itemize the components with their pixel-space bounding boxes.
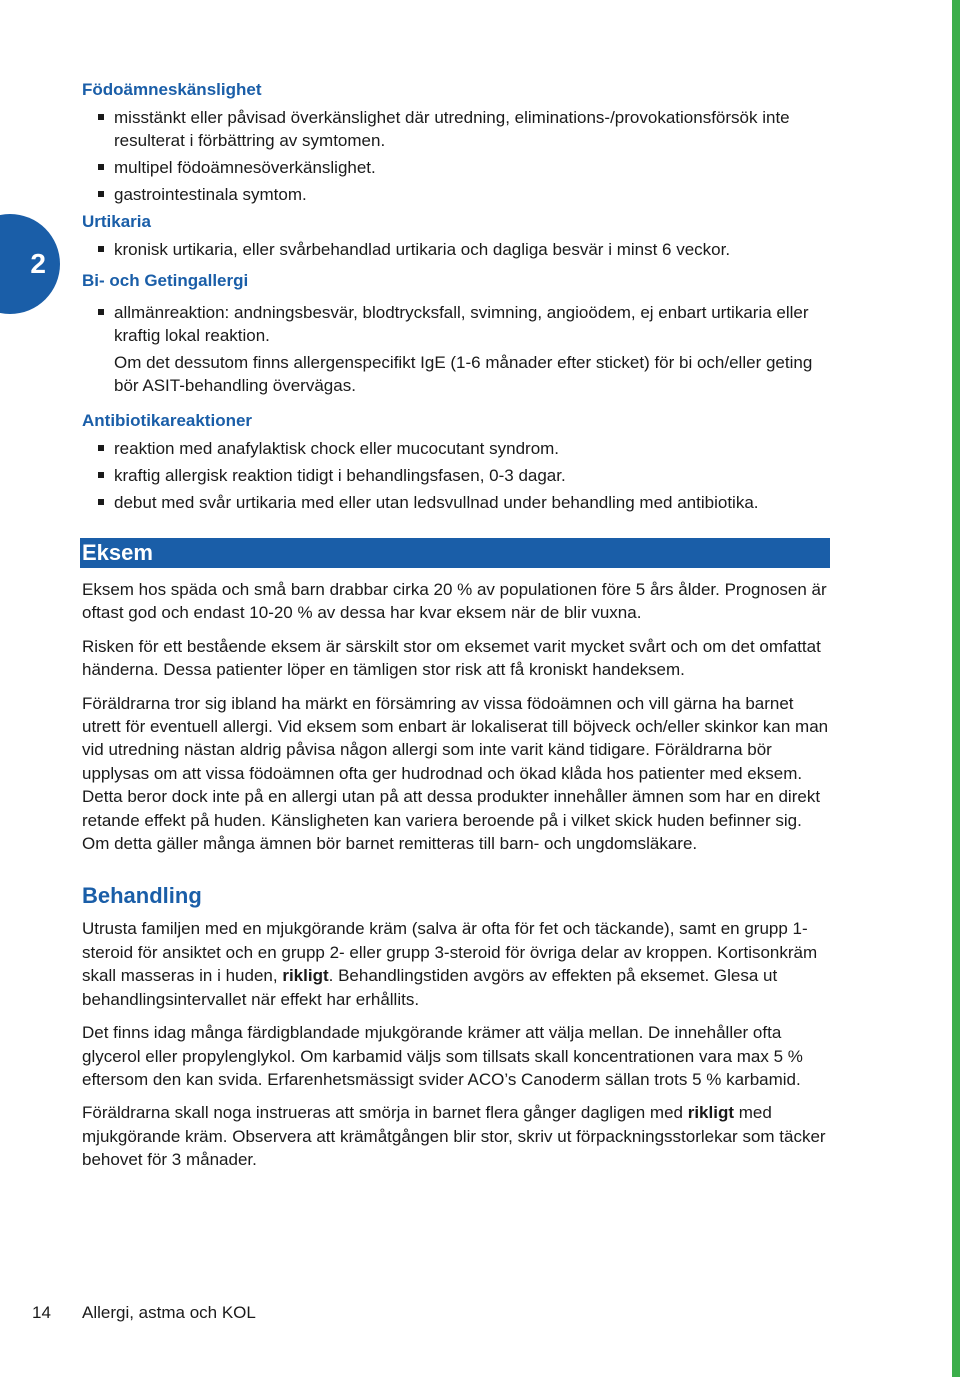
list-antibiotika bbox=[82, 437, 830, 514]
eksem-banner: Eksem bbox=[80, 538, 830, 568]
page-content bbox=[82, 78, 830, 1182]
eksem-paragraph: Risken för ett bestående eksem är särskilt stor om eksemet varit mycket svårt och om det omfattat händerna. Dessa patienter löper en tämligen stor risk att få kroniskt handeksem. bbox=[82, 636, 821, 680]
emphasis: rikligt bbox=[687, 1103, 735, 1123]
list-item: debut med svår urtikaria med eller utan ledsvullnad under behandling med antibiotika. bbox=[82, 491, 830, 514]
list-item: kraftig allergisk reaktion tidigt i behandlingsfasen, 0-3 dagar. bbox=[82, 464, 830, 487]
heading-antibiotika: Antibiotikareaktioner bbox=[82, 411, 253, 430]
list-item: misstänkt eller påvisad överkänslighet där utredning, eliminations-/provokationsförsök inte resulterat i förbättring av symtomen. bbox=[82, 106, 830, 152]
text-run: Utrusta familjen med en mjukgörande kräm (salva är ofta för fet och täckande), samt en grupp 1-steroid för ansiktet och en grupp 2- eller grupp 3-steroid för övriga delar av kroppen. Kortisonkräm skall masseras in i huden, bbox=[82, 919, 818, 986]
text-run: med mjukgörande kräm. Observera att krämåtgången blir stor, skriv ut förpackningsstorlekar som täcker behovet för 3 månader. bbox=[82, 1103, 826, 1170]
emphasis: rikligt bbox=[282, 966, 329, 986]
behandling-paragraph-3 bbox=[82, 1101, 830, 1171]
list-item: reaktion med anafylaktisk chock eller mucocutant syndrom. bbox=[82, 437, 830, 460]
heading-fodoamne: Födoämneskänslighet bbox=[82, 80, 262, 99]
list-item: allmänreaktion: andningsbesvär, blodtrycksfall, svimning, angioödem, ej enbart urtikaria eller kraftig lokal reaktion. bbox=[82, 301, 830, 347]
behandling-paragraph-2: Det finns idag många färdigblandade mjukgörande krämer att välja mellan. De innehåller ofta glycerol eller propylenglykol. Om karbamid väljs som tillsats skall koncentrationen vara max 5 % eftersom den kan svida. Erfarenhetsmässigt svider ACO’s Canoderm sällan trots 5 % karbamid. bbox=[82, 1023, 803, 1089]
page-number: 14 bbox=[32, 1303, 51, 1322]
list-item: kronisk urtikaria, eller svårbehandlad urtikaria och dagliga besvär i minst 6 veckor. bbox=[82, 238, 830, 261]
text-run: Föräldrarna skall noga instrueras att smörja in barnet flera gånger dagligen med bbox=[82, 1103, 688, 1123]
chapter-number: 2 bbox=[30, 248, 46, 279]
eksem-paragraph: Eksem hos späda och små barn drabbar cirka 20 % av populationen före 5 års ålder. Prognosen är oftast god och endast 10-20 % av dessa har kvar eksem när de blir vuxna. bbox=[82, 580, 827, 623]
page-edge-bar bbox=[952, 0, 960, 1377]
page-footer bbox=[32, 1303, 256, 1323]
list-bi bbox=[82, 301, 830, 347]
list-item: gastrointestinala symtom. bbox=[82, 183, 830, 206]
eksem-paragraph: Föräldrarna tror sig ibland ha märkt en försämring av vissa födoämnen och vill gärna ha barnet utrett för eventuell allergi. Vid eksem som enbart är lokaliserat till böjveck och/eller skinkor kan man vid utredning nästan aldrig påvisa någon allergi som inte varit känd tidigare. Föräldrarna bör upplysas om att vissa födoämnen ofta ger hudrodnad och ökad klåda hos patienter med eksem. Detta beror dock inte på en allergi utan på att dessa produkter innehåller ämnen som har en direkt retande effekt på huden. Känsligheten kan variera beroende på i vilket skick huden befinner sig. Om detta gäller många ämnen bör barnet remitteras till barn- och ungdomsläkare. bbox=[82, 693, 829, 854]
list-item: multipel födoämnesöverkänslighet. bbox=[82, 156, 830, 179]
footer-title: Allergi, astma och KOL bbox=[82, 1303, 256, 1322]
heading-urtikaria: Urtikaria bbox=[82, 212, 151, 231]
behandling-heading: Behandling bbox=[82, 883, 202, 909]
heading-bi: Bi- och Getingallergi bbox=[82, 271, 249, 290]
list-urtikaria bbox=[82, 238, 830, 261]
bi-note: Om det dessutom finns allergenspecifikt IgE (1-6 månader efter sticket) för bi och/eller geting bör ASIT-behandling övervägas. bbox=[114, 353, 813, 395]
list-fodoamne bbox=[82, 106, 830, 206]
chapter-tab bbox=[0, 214, 60, 314]
text-run: . Behandlingstiden avgörs av effekten på eksemet. Glesa ut behandlingsintervallet när effekt har erhållits. bbox=[82, 966, 778, 1009]
behandling-paragraph-1 bbox=[82, 917, 830, 1011]
